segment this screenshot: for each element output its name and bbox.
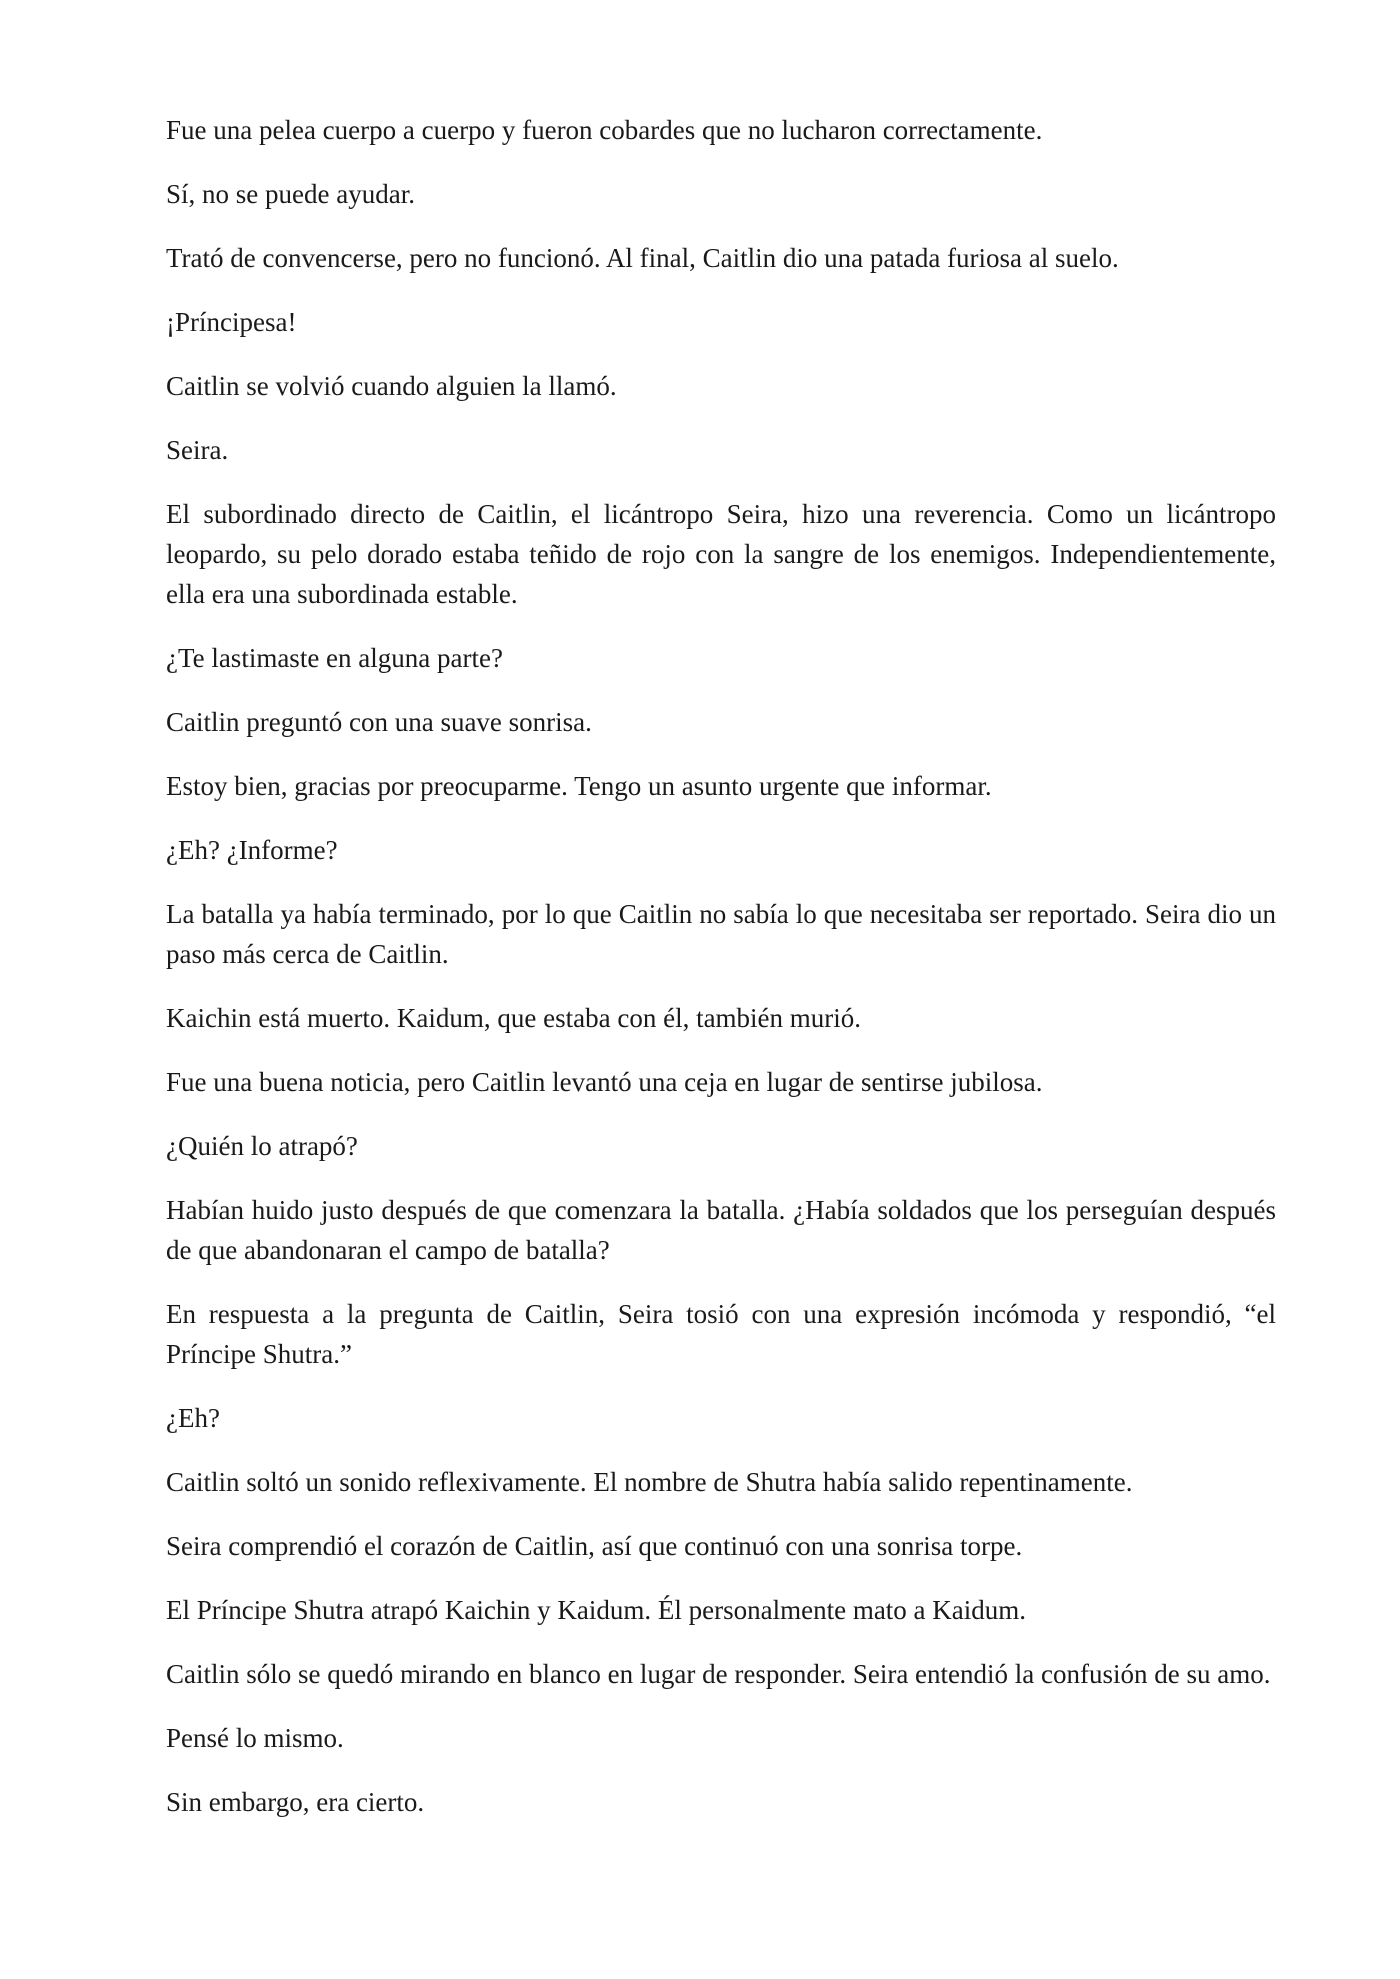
paragraph: Caitlin sólo se quedó mirando en blanco en lugar de responder. Seira entendió la confusión de su amo. [166, 1659, 1271, 1689]
paragraph: La batalla ya había terminado, por lo que Caitlin no sabía lo que necesitaba ser reportado. Seira dio un paso más cerca de Caitlin. [166, 899, 1276, 969]
paragraph: ¿Te lastimaste en alguna parte? [166, 643, 503, 673]
paragraph: El subordinado directo de Caitlin, el licántropo Seira, hizo una reverencia. Como un licántropo leopardo, su pelo dorado estaba teñido de rojo con la sangre de los enemigos. Independientemente, ella era una subordinada estable. [166, 499, 1276, 609]
paragraph: Estoy bien, gracias por preocuparme. Tengo un asunto urgente que informar. [166, 771, 992, 801]
paragraph: El Príncipe Shutra atrapó Kaichin y Kaidum. Él personalmente mato a Kaidum. [166, 1595, 1027, 1625]
paragraph: Caitlin soltó un sonido reflexivamente. El nombre de Shutra había salido repentinamente. [166, 1467, 1133, 1497]
paragraph: Pensé lo mismo. [166, 1723, 344, 1753]
paragraph: Habían huido justo después de que comenzara la batalla. ¿Había soldados que los perseguían después de que abandonaran el campo de batalla? [166, 1195, 1276, 1265]
paragraph: ¿Eh? [166, 1403, 220, 1433]
paragraph: Seira. [166, 435, 229, 465]
document-body [166, 110, 1276, 1846]
paragraph: Caitlin se volvió cuando alguien la llamó. [166, 371, 617, 401]
paragraph: En respuesta a la pregunta de Caitlin, Seira tosió con una expresión incómoda y respondió, “el Príncipe Shutra.” [166, 1299, 1276, 1369]
paragraph: Sí, no se puede ayudar. [166, 179, 415, 209]
paragraph: ¿Eh? ¿Informe? [166, 835, 338, 865]
paragraph: Trató de convencerse, pero no funcionó. Al final, Caitlin dio una patada furiosa al suelo. [166, 243, 1119, 273]
paragraph: Sin embargo, era cierto. [166, 1787, 425, 1817]
paragraph: Fue una pelea cuerpo a cuerpo y fueron cobardes que no lucharon correctamente. [166, 115, 1043, 145]
paragraph: Kaichin está muerto. Kaidum, que estaba con él, también murió. [166, 1003, 862, 1033]
paragraph: Fue una buena noticia, pero Caitlin levantó una ceja en lugar de sentirse jubilosa. [166, 1067, 1043, 1097]
paragraph: Caitlin preguntó con una suave sonrisa. [166, 707, 592, 737]
paragraph: ¡Príncipesa! [166, 307, 297, 337]
paragraph: Seira comprendió el corazón de Caitlin, así que continuó con una sonrisa torpe. [166, 1531, 1023, 1561]
paragraph: ¿Quién lo atrapó? [166, 1131, 358, 1161]
